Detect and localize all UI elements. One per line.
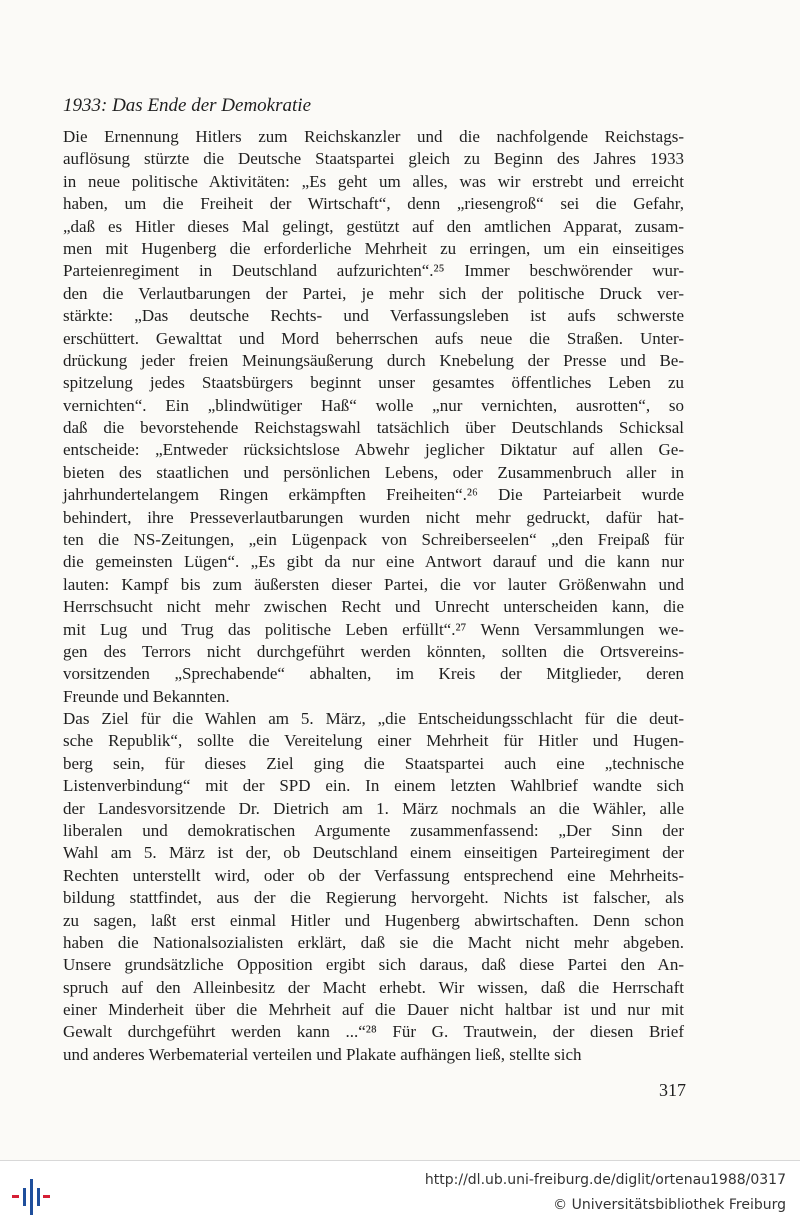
- text-line: spitzelung jedes Staatsbürgers beginnt unser gesamtes öffentliches Leben zu: [63, 373, 684, 393]
- text-line: und anderes Werbematerial verteilen und Plakate aufhängen ließ, stellte sich: [63, 1044, 582, 1064]
- text-line: Die Ernennung Hitlers zum Reichskanzler und die nachfolgende Reichstags-: [63, 127, 684, 146]
- text-line: Wahl am 5. März ist der, ob Deutschland einem einseitigen Parteiregiment der: [63, 843, 684, 863]
- text-line: sche Republik“, sollte die Vereitelung einer Mehrheit für Hitler und Hugen-: [63, 731, 684, 751]
- text-line: haben, um die Freiheit der Wirtschaft“, denn „riesengroß“ sei die Gefahr,: [63, 194, 684, 214]
- text-line: mit Lug und Trug das politische Leben erfüllt“.²⁷ Wenn Versammlungen we-: [63, 619, 684, 639]
- text-line: spruch auf den Alleinbesitz der Macht erhebt. Wir wissen, daß die Herrschaft: [63, 977, 684, 997]
- footer-bar: [0, 1160, 800, 1225]
- source-url[interactable]: http://dl.ub.uni-freiburg.de/diglit/ortenau1988/0317: [424, 1172, 786, 1188]
- text-line: stärkte: „Das deutsche Rechts- und Verfassungsleben ist aufs schwerste: [63, 306, 684, 326]
- text-line: auflösung stürzte die Deutsche Staatspartei gleich zu Beginn des Jahres 1933: [63, 149, 684, 169]
- text-line: behindert, ihre Presseverlautbarungen wurden nicht mehr gedruckt, dafür hat-: [63, 507, 684, 527]
- text-line: liberalen und demokratischen Argumente zusammenfassend: „Der Sinn der: [63, 820, 684, 840]
- text-line: bildung stattfindet, aus der die Regierung hervorgeht. Nichts ist falscher, als: [63, 888, 684, 908]
- text-line: der Landesvorsitzende Dr. Dietrich am 1. März nochmals an die Wähler, alle: [63, 798, 684, 818]
- text-line: erschüttert. Gewalttat und Mord beherrschen aufs neue die Straßen. Unter-: [63, 328, 684, 348]
- text-line: bieten des staatlichen und persönlichen Lebens, oder Zusammenbruch aller in: [63, 462, 684, 482]
- text-line: ten die NS-Zeitungen, „ein Lügenpack von Schreiberseelen“ „den Freipaß für: [63, 530, 684, 550]
- text-line: Listenverbindung“ mit der SPD ein. In einem letzten Wahlbrief wandte sich: [63, 776, 684, 796]
- text-line: jahrhundertelangem Ringen erkämpften Freiheiten“.²⁶ Die Parteiarbeit wurde: [63, 485, 684, 505]
- text-line: Das Ziel für die Wahlen am 5. März, „die Entscheidungsschlacht für die deut-: [63, 709, 684, 728]
- page-number: 317: [659, 1080, 686, 1100]
- text-line: berg sein, für dieses Ziel ging die Staatspartei auch eine „technische: [63, 753, 684, 773]
- text-line: Herrschsucht nicht mehr zwischen Recht und Unrecht unterscheiden kann, die: [63, 597, 684, 617]
- text-line: men mit Hugenberg die erforderliche Mehrheit zu erringen, um ein einseitiges: [63, 238, 684, 258]
- text-line: „daß es Hitler dieses Mal gelingt, gestützt auf den amtlichen Apparat, zusam-: [63, 216, 684, 236]
- paragraph-2: [63, 708, 684, 1066]
- text-line: Gewalt durchgeführt werden kann ...“²⁸ Für G. Trautwein, der diesen Brief: [63, 1022, 684, 1042]
- text-line: lauten: Kampf bis zum äußersten dieser Partei, die vor lauter Größenwahn und: [63, 574, 684, 594]
- text-line: daß die bevorstehende Reichstagswahl tatsächlich über Deutschlands Schicksal: [63, 418, 684, 438]
- text-line: drückung jeder freien Meinungsäußerung durch Knebelung der Presse und Be-: [63, 350, 684, 370]
- text-line: vorsitzenden „Sprechabende“ abhalten, im Kreis der Mitglieder, deren: [63, 664, 684, 684]
- freiburg-library-logo-icon: [10, 1177, 52, 1217]
- text-line: die gemeinsten Lügen“. „Es gibt da nur eine Antwort darauf und die kann nur: [63, 552, 684, 572]
- text-line: zu sagen, laßt erst einmal Hitler und Hugenberg abwirtschaften. Denn schon: [63, 910, 684, 930]
- text-line: vernichten“. Ein „blindwütiger Haß“ wolle „nur vernichten, ausrotten“, so: [63, 395, 684, 415]
- text-line: Parteienregiment in Deutschland aufzurichten“.²⁵ Immer beschwörender wur-: [63, 261, 684, 281]
- text-line: in neue politische Aktivitäten: „Es geht um alles, was wir erstrebt und erreicht: [63, 171, 684, 191]
- text-line: haben die Nationalsozialisten erklärt, daß sie die Macht nicht mehr abgeben.: [63, 932, 684, 952]
- text-line: Unsere grundsätzliche Opposition ergibt sich daraus, daß diese Partei den An-: [63, 955, 684, 975]
- text-line: den die Verlautbarungen der Partei, je mehr sich der politische Druck ver-: [63, 283, 684, 303]
- chapter-heading: 1933: Das Ende der Demokratie: [63, 95, 312, 116]
- text-line: einer Minderheit über die Mehrheit auf die Dauer nicht haltbar ist und nur mit: [63, 1000, 684, 1020]
- text-line: Rechten unterstellt wird, oder ob der Verfassung entsprechend eine Mehrheits-: [63, 865, 684, 885]
- paragraph-1: [63, 126, 684, 708]
- text-line: Freunde und Bekannten.: [63, 686, 230, 706]
- copyright-notice: © Universitätsbibliothek Freiburg: [553, 1197, 786, 1213]
- text-line: gen des Terrors nicht durchgeführt werden könnten, sollten die Ortsvereins-: [63, 641, 684, 661]
- text-line: entscheide: „Entweder rücksichtslose Abwehr jeglicher Diktatur auf allen Ge-: [63, 440, 684, 460]
